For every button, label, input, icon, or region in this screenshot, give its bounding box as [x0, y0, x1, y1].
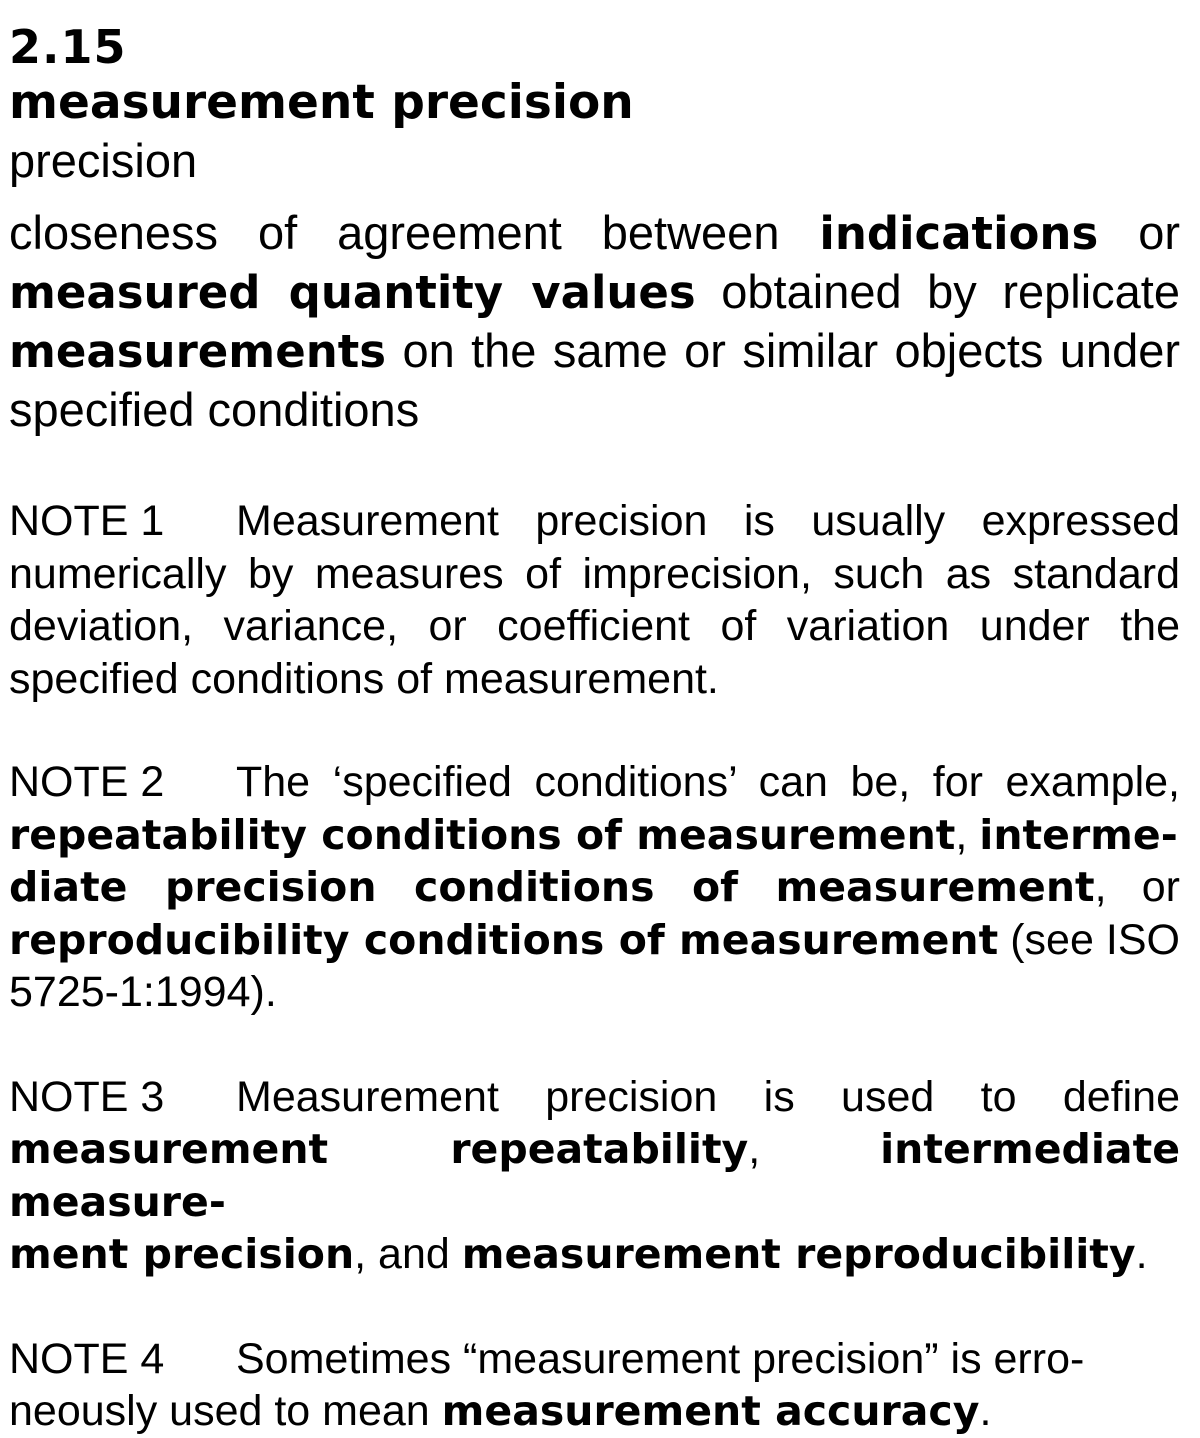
note-label: NOTE 1	[9, 497, 165, 545]
note-text: Sometimes “measurement precision” is erro-	[236, 1334, 1085, 1383]
definition-term-link: indications	[819, 207, 1099, 260]
term-title: measurement precision	[9, 75, 634, 130]
definition-paragraph	[9, 204, 1180, 439]
note-term-link: repeatability conditions of measurement	[9, 810, 956, 859]
document-page	[0, 20, 1200, 1435]
definition-text: or	[1098, 206, 1180, 259]
definition-text: on the same or similar objects under specified conditions	[9, 324, 1180, 436]
note-text: neously used to mean	[9, 1387, 442, 1435]
note-label: NOTE 4	[9, 1334, 165, 1383]
note-text: ,	[955, 810, 980, 859]
note-1	[9, 495, 1180, 705]
note-text: The ‘specified conditions’ can be, for example,	[236, 758, 1180, 806]
note-term-link: intermediate measure-	[9, 1125, 1180, 1226]
note-text: ,	[748, 1125, 881, 1173]
note-text: .	[1135, 1230, 1148, 1278]
note-term-link: reproducibility conditions of measurement	[9, 915, 999, 964]
entry-number: 2.15	[9, 20, 127, 74]
note-term-link: measurement repeatability	[9, 1125, 749, 1173]
definition-term-link: measured quantity values	[9, 266, 696, 319]
note-text: , and	[354, 1230, 462, 1278]
note-2	[9, 756, 1180, 1019]
note-label: NOTE 3	[9, 1072, 165, 1121]
note-4	[9, 1333, 1180, 1438]
note-text: Measurement precision is used to define	[236, 1072, 1180, 1121]
note-label: NOTE 2	[9, 758, 165, 806]
definition-term-link: measurements	[9, 325, 387, 378]
note-text: .	[979, 1387, 992, 1435]
note-text: (see ISO 5725-1:1994).	[9, 915, 1180, 1016]
note-term-link: diate precision conditions of measurement	[9, 863, 1095, 911]
note-term-link: measurement accuracy	[441, 1387, 980, 1435]
note-text: Measurement precision is usually expressed numerically by measures of imprecision, such as standard deviation, variance, or coefficient of variation under the specified conditions of measurement.	[9, 497, 1180, 703]
note-3	[9, 1071, 1180, 1281]
term-synonym: precision	[9, 134, 198, 187]
note-term-link: interme-	[979, 810, 1178, 859]
definition-text: closeness of agreement between	[9, 206, 820, 259]
note-term-link: measurement reproducibility	[461, 1230, 1136, 1278]
definition-text: obtained by replicate	[695, 265, 1180, 318]
note-text: , or	[1094, 863, 1180, 911]
note-term-link: ment precision	[9, 1230, 355, 1278]
